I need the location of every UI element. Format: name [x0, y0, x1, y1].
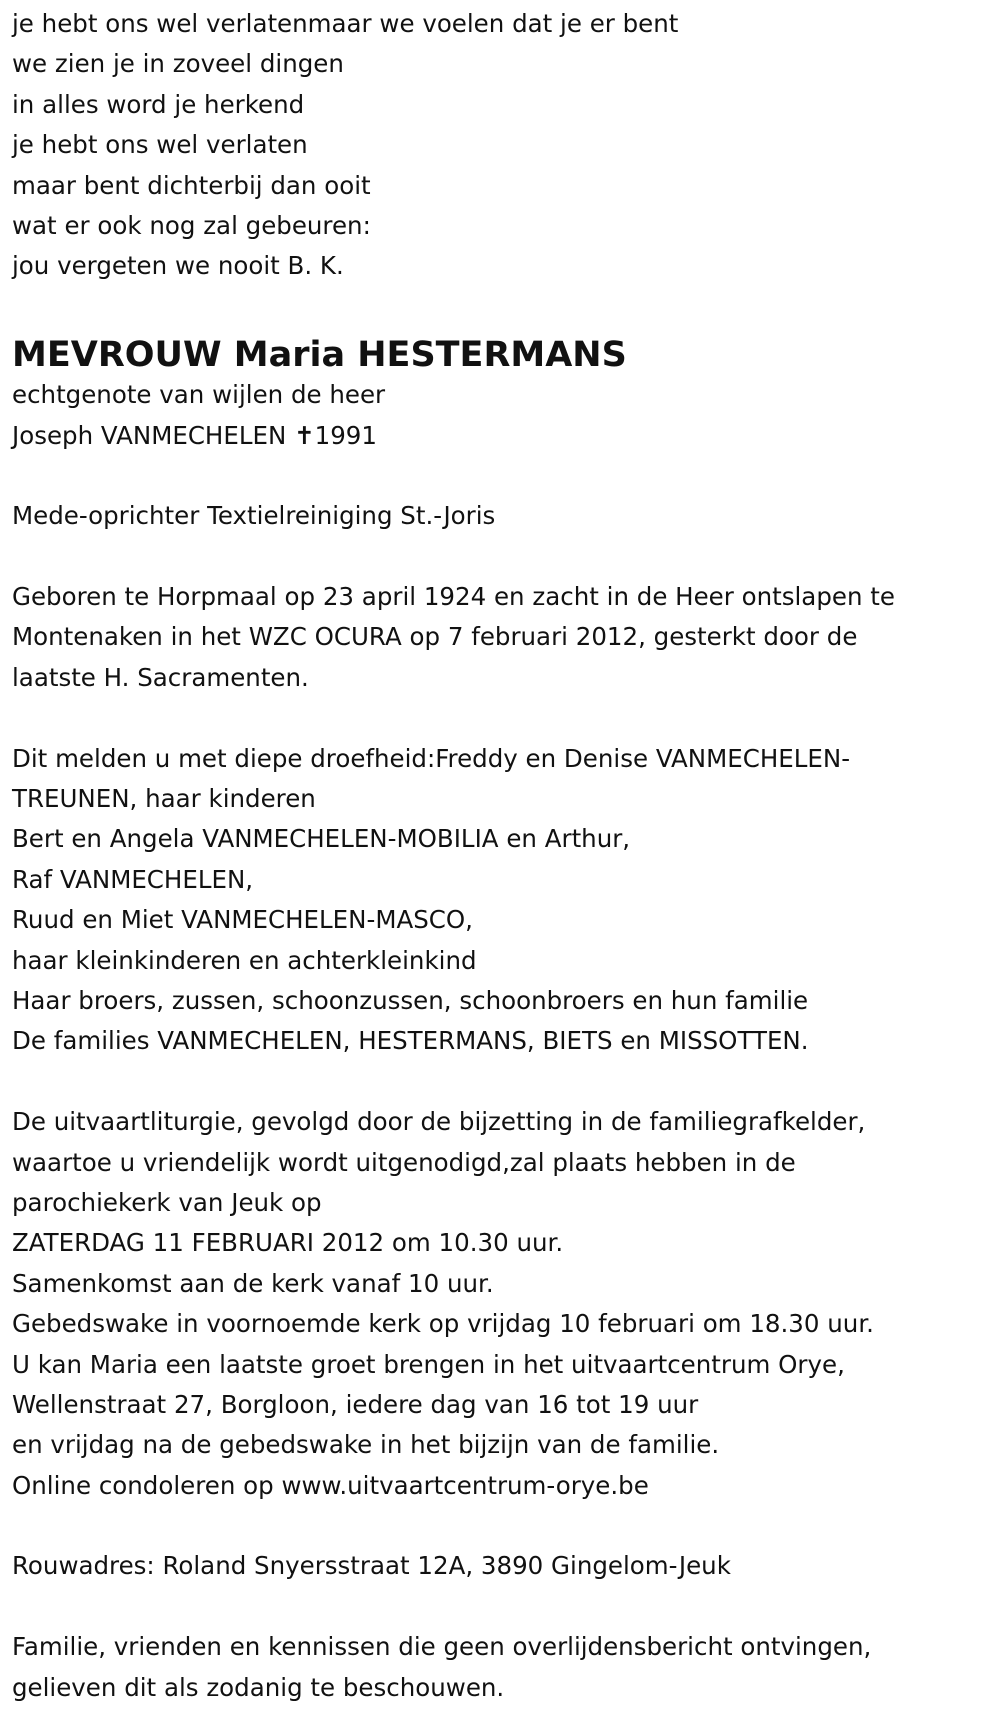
birth-death-line: Montenaken in het WZC OCURA op 7 februari 2012, gesterkt door de	[12, 622, 858, 652]
family-line: Bert en Angela VANMECHELEN-MOBILIA en Arthur,	[12, 824, 631, 854]
family-line: TREUNEN, haar kinderen	[12, 784, 316, 814]
closing-paragraph	[12, 1627, 988, 1708]
family-line: haar kleinkinderen en achterkleinkind	[12, 945, 477, 975]
spouse-line: Joseph VANMECHELEN ✝1991	[12, 420, 377, 450]
family-line: De families VANMECHELEN, HESTERMANS, BIETS en MISSOTTEN.	[12, 1026, 809, 1056]
poem-line: we zien je in zoveel dingen	[12, 49, 344, 79]
spacer	[12, 1062, 988, 1102]
spacer	[12, 698, 988, 738]
funeral-line: parochiekerk van Jeuk op	[12, 1187, 322, 1217]
poem-line: wat er ook nog zal gebeuren:	[12, 210, 371, 240]
funeral-paragraph	[12, 1102, 988, 1506]
spacer	[12, 287, 988, 327]
birth-death-line: Geboren te Horpmaal op 23 april 1924 en zacht in de Heer ontslapen te	[12, 582, 895, 612]
poem-line: in alles word je herkend	[12, 89, 305, 119]
closing-line: gelieven dit als zodanig te beschouwen.	[12, 1672, 505, 1702]
spacer	[12, 537, 988, 577]
spacer	[12, 1587, 988, 1627]
deceased-name: MEVROUW Maria HESTERMANS	[12, 335, 627, 376]
spouse-line: echtgenote van wijlen de heer	[12, 380, 386, 410]
poem-line: je hebt ons wel verlaten	[12, 130, 308, 160]
spouse-info	[12, 375, 988, 456]
poem-line: jou vergeten we nooit B. K.	[12, 251, 344, 281]
family-line: Dit melden u met diepe droefheid:Freddy en Denise VANMECHELEN-	[12, 743, 851, 773]
poem-line: je hebt ons wel verlatenmaar we voelen dat je er bent	[12, 9, 679, 38]
spacer	[12, 456, 988, 496]
obituary-document	[12, 4, 988, 1708]
funeral-line: Online condoleren op www.uitvaartcentrum-orye.be	[12, 1470, 649, 1500]
funeral-line: ZATERDAG 11 FEBRUARI 2012 om 10.30 uur.	[12, 1228, 564, 1258]
family-line: Raf VANMECHELEN,	[12, 864, 254, 894]
funeral-line: Wellenstraat 27, Borgloon, iedere dag van 16 tot 19 uur	[12, 1389, 699, 1419]
family-line: Haar broers, zussen, schoonzussen, schoonbroers en hun familie	[12, 985, 809, 1015]
family-paragraph	[12, 739, 988, 1062]
funeral-line: Samenkomst aan de kerk vanaf 10 uur.	[12, 1268, 494, 1298]
spacer	[12, 1506, 988, 1546]
birth-death-line: laatste H. Sacramenten.	[12, 662, 309, 692]
poem-line: maar bent dichterbij dan ooit	[12, 170, 371, 200]
address-line: Rouwadres: Roland Snyersstraat 12A, 3890 Gingelom-Jeuk	[12, 1551, 731, 1581]
funeral-line: Gebedswake in voornoemde kerk op vrijdag 10 februari om 18.30 uur.	[12, 1309, 874, 1339]
funeral-line: waartoe u vriendelijk wordt uitgenodigd,zal plaats hebben in de	[12, 1147, 796, 1177]
role-line: Mede-oprichter Textielreiniging St.-Joris	[12, 501, 496, 531]
funeral-line: De uitvaartliturgie, gevolgd door de bijzetting in de familiegrafkelder,	[12, 1107, 866, 1137]
birth-death-paragraph	[12, 577, 988, 698]
funeral-line: U kan Maria een laatste groet brengen in het uitvaartcentrum Orye,	[12, 1349, 845, 1379]
funeral-line: en vrijdag na de gebedswake in het bijzijn van de familie.	[12, 1430, 720, 1460]
closing-line: Familie, vrienden en kennissen die geen overlijdensbericht ontvingen,	[12, 1632, 872, 1662]
poem	[12, 4, 988, 287]
family-line: Ruud en Miet VANMECHELEN-MASCO,	[12, 905, 473, 935]
